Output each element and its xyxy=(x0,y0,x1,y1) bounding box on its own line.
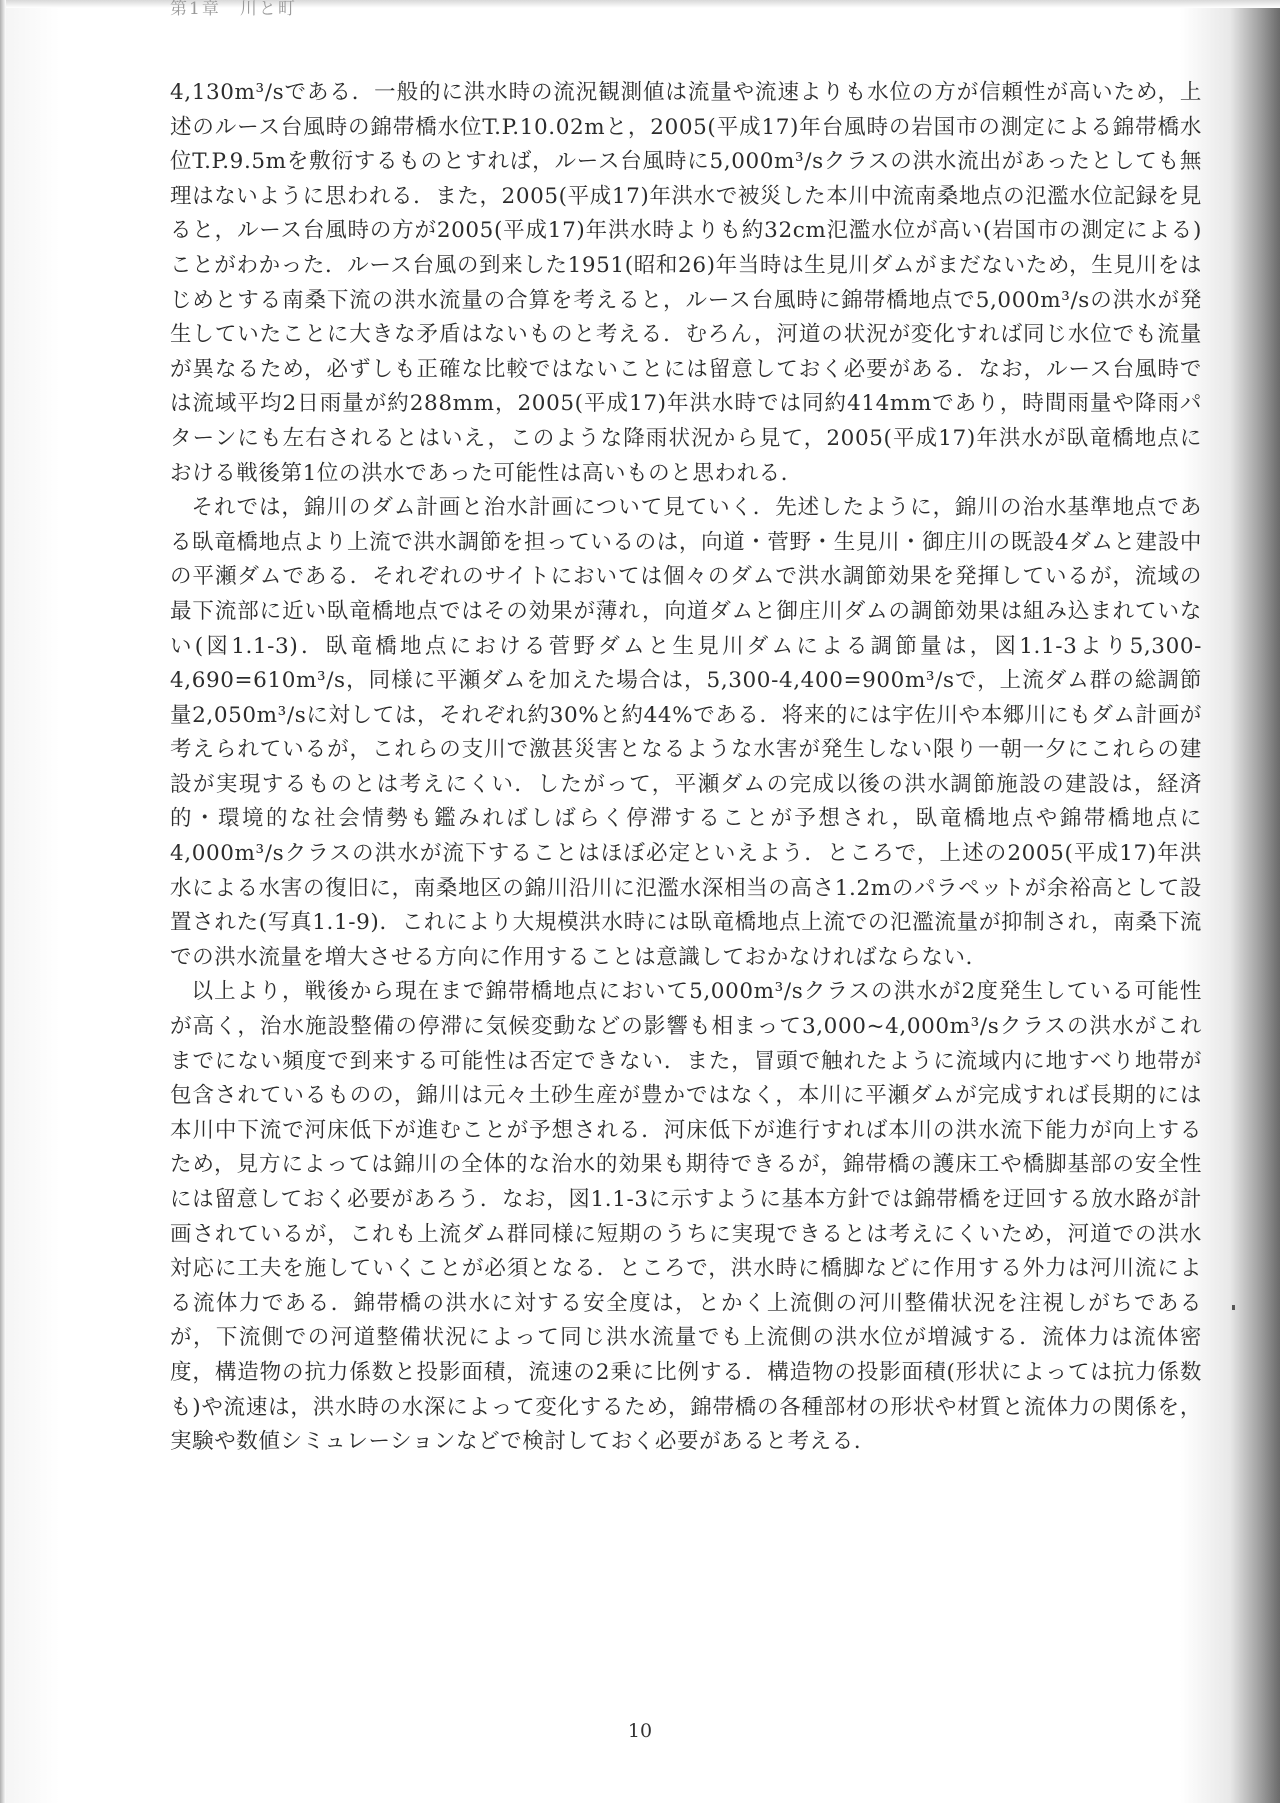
page-number: 10 xyxy=(627,1720,653,1742)
paragraph-3: 以上より，戦後から現在まで錦帯橋地点において5,000m³/sクラスの洪水が2度発生している可能性が高く，治水施設整備の停滞に気候変動などの影響も相まって3,000~4,000m³/sクラスの洪水がこれまでにない頻度で到来する可能性は否定できない．また，冒頭で触れたように流域内に地すべり地帯が包含されているものの，錦川は元々土砂生産が豊かではなく，本川に平瀬ダムが完成すれば長期的には本川中下流で河床低下が進むことが予想される．河床低下が進行すれば本川の洪水流下能力が向上するため，見方によっては錦川の全体的な治水的効果も期待できるが，錦帯橋の護床工や橋脚基部の安全性には留意しておく必要があろう．なお，図1.1-3に示すように基本方針では錦帯橋を迂回する放水路が計画されているが，これも上流ダム群同様に短期のうちに実現できるとは考えにくいため，河道での洪水対応に工夫を施していくことが必須となる．ところで，洪水時に橋脚などに作用する外力は河川流による流体力である．錦帯橋の洪水に対する安全度は，とかく上流側の河川整備状況を注視しがちであるが，下流側での河道整備状況によって同じ洪水流量でも上流側の洪水位が増減する．流体力は流体密度，構造物の抗力係数と投影面積，流速の2乗に比例する．構造物の投影面積(形状によっては抗力係数も)や流速は，洪水時の水深によって変化するため，錦帯橋の各種部材の形状や材質と流体力の関係を，実験や数値シミュレーションなどで検討しておく必要があると考える． xyxy=(170,979,1202,1455)
running-head: 第1章 川と町 xyxy=(170,0,297,19)
scan-speck xyxy=(1232,1305,1235,1310)
scan-left-edge xyxy=(0,0,6,1803)
paragraph-2: それでは，錦川のダム計画と治水計画について見ていく．先述したように，錦川の治水基準地点である臥竜橋地点より上流で洪水調節を担っているのは，向道・菅野・生見川・御庄川の既設4ダムと建設中の平瀬ダムである．それぞれのサイトにおいては個々のダムで洪水調節効果を発揮しているが，流域の最下流部に近い臥竜橋地点ではその効果が薄れ，向道ダムと御庄川ダムの調節効果は組み込まれていない(図1.1-3)．臥竜橋地点における菅野ダムと生見川ダムによる調節量は，図1.1-3より5,300-4,690=610m³/s，同様に平瀬ダムを加えた場合は，5,300-4,400=900m³/sで，上流ダム群の総調節量2,050m³/sに対しては，それぞれ約30%と約44%である．将来的には宇佐川や本郷川にもダム計画が考えられているが，これらの支川で激甚災害となるような水害が発生しない限り一朝一夕にこれらの建設が実現するものとは考えにくい．したがって，平瀬ダムの完成以後の洪水調節施設の建設は，経済的・環境的な社会情勢も鑑みればしばらく停滞することが予想され，臥竜橋地点や錦帯橋地点に4,000m³/sクラスの洪水が流下することはほぼ必定といえよう．ところで，上述の2005(平成17)年洪水による水害の復旧に，南桑地区の錦川沿川に氾濫水深相当の高さ1.2mのパラペットが余裕高として設置された(写真1.1-9)．これにより大規模洪水時には臥竜橋地点上流での氾濫流量が抑制され，南桑下流での洪水流量を増大させる方向に作用することは意識しておかなければならない． xyxy=(170,495,1202,970)
paragraph-1: 4,130m³/sである．一般的に洪水時の流況観測値は流量や流速よりも水位の方が信頼性が高いため，上述のルース台風時の錦帯橋水位T.P.10.02mと，2005(平成17)年台風時の岩国市の測定による錦帯橋水位T.P.9.5mを敷衍するものとすれば，ルース台風時に5,000m³/sクラスの洪水流出があったとしても無理はないように思われる．また，2005(平成17)年洪水で被災した本川中流南桑地点の氾濫水位記録を見ると，ルース台風時の方が2005(平成17)年洪水時よりも約32cm氾濫水位が高い(岩国市の測定による)ことがわかった．ルース台風の到来した1951(昭和26)年当時は生見川ダムがまだないため，生見川をはじめとする南桑下流の洪水流量の合算を考えると，ルース台風時に錦帯橋地点で5,000m³/sの洪水が発生していたことに大きな矛盾はないものと考える．むろん，河道の状況が変化すれば同じ水位でも流量が異なるため，必ずしも正確な比較ではないことには留意しておく必要がある．なお，ルース台風時では流域平均2日雨量が約288mm，2005(平成17)年洪水時では同約414mmであり，時間雨量や降雨パターンにも左右されるとはいえ，このような降雨状況から見て，2005(平成17)年洪水が臥竜橋地点における戦後第1位の洪水であった可能性は高いものと思われる． xyxy=(170,80,1202,486)
body-text xyxy=(170,76,1202,1460)
